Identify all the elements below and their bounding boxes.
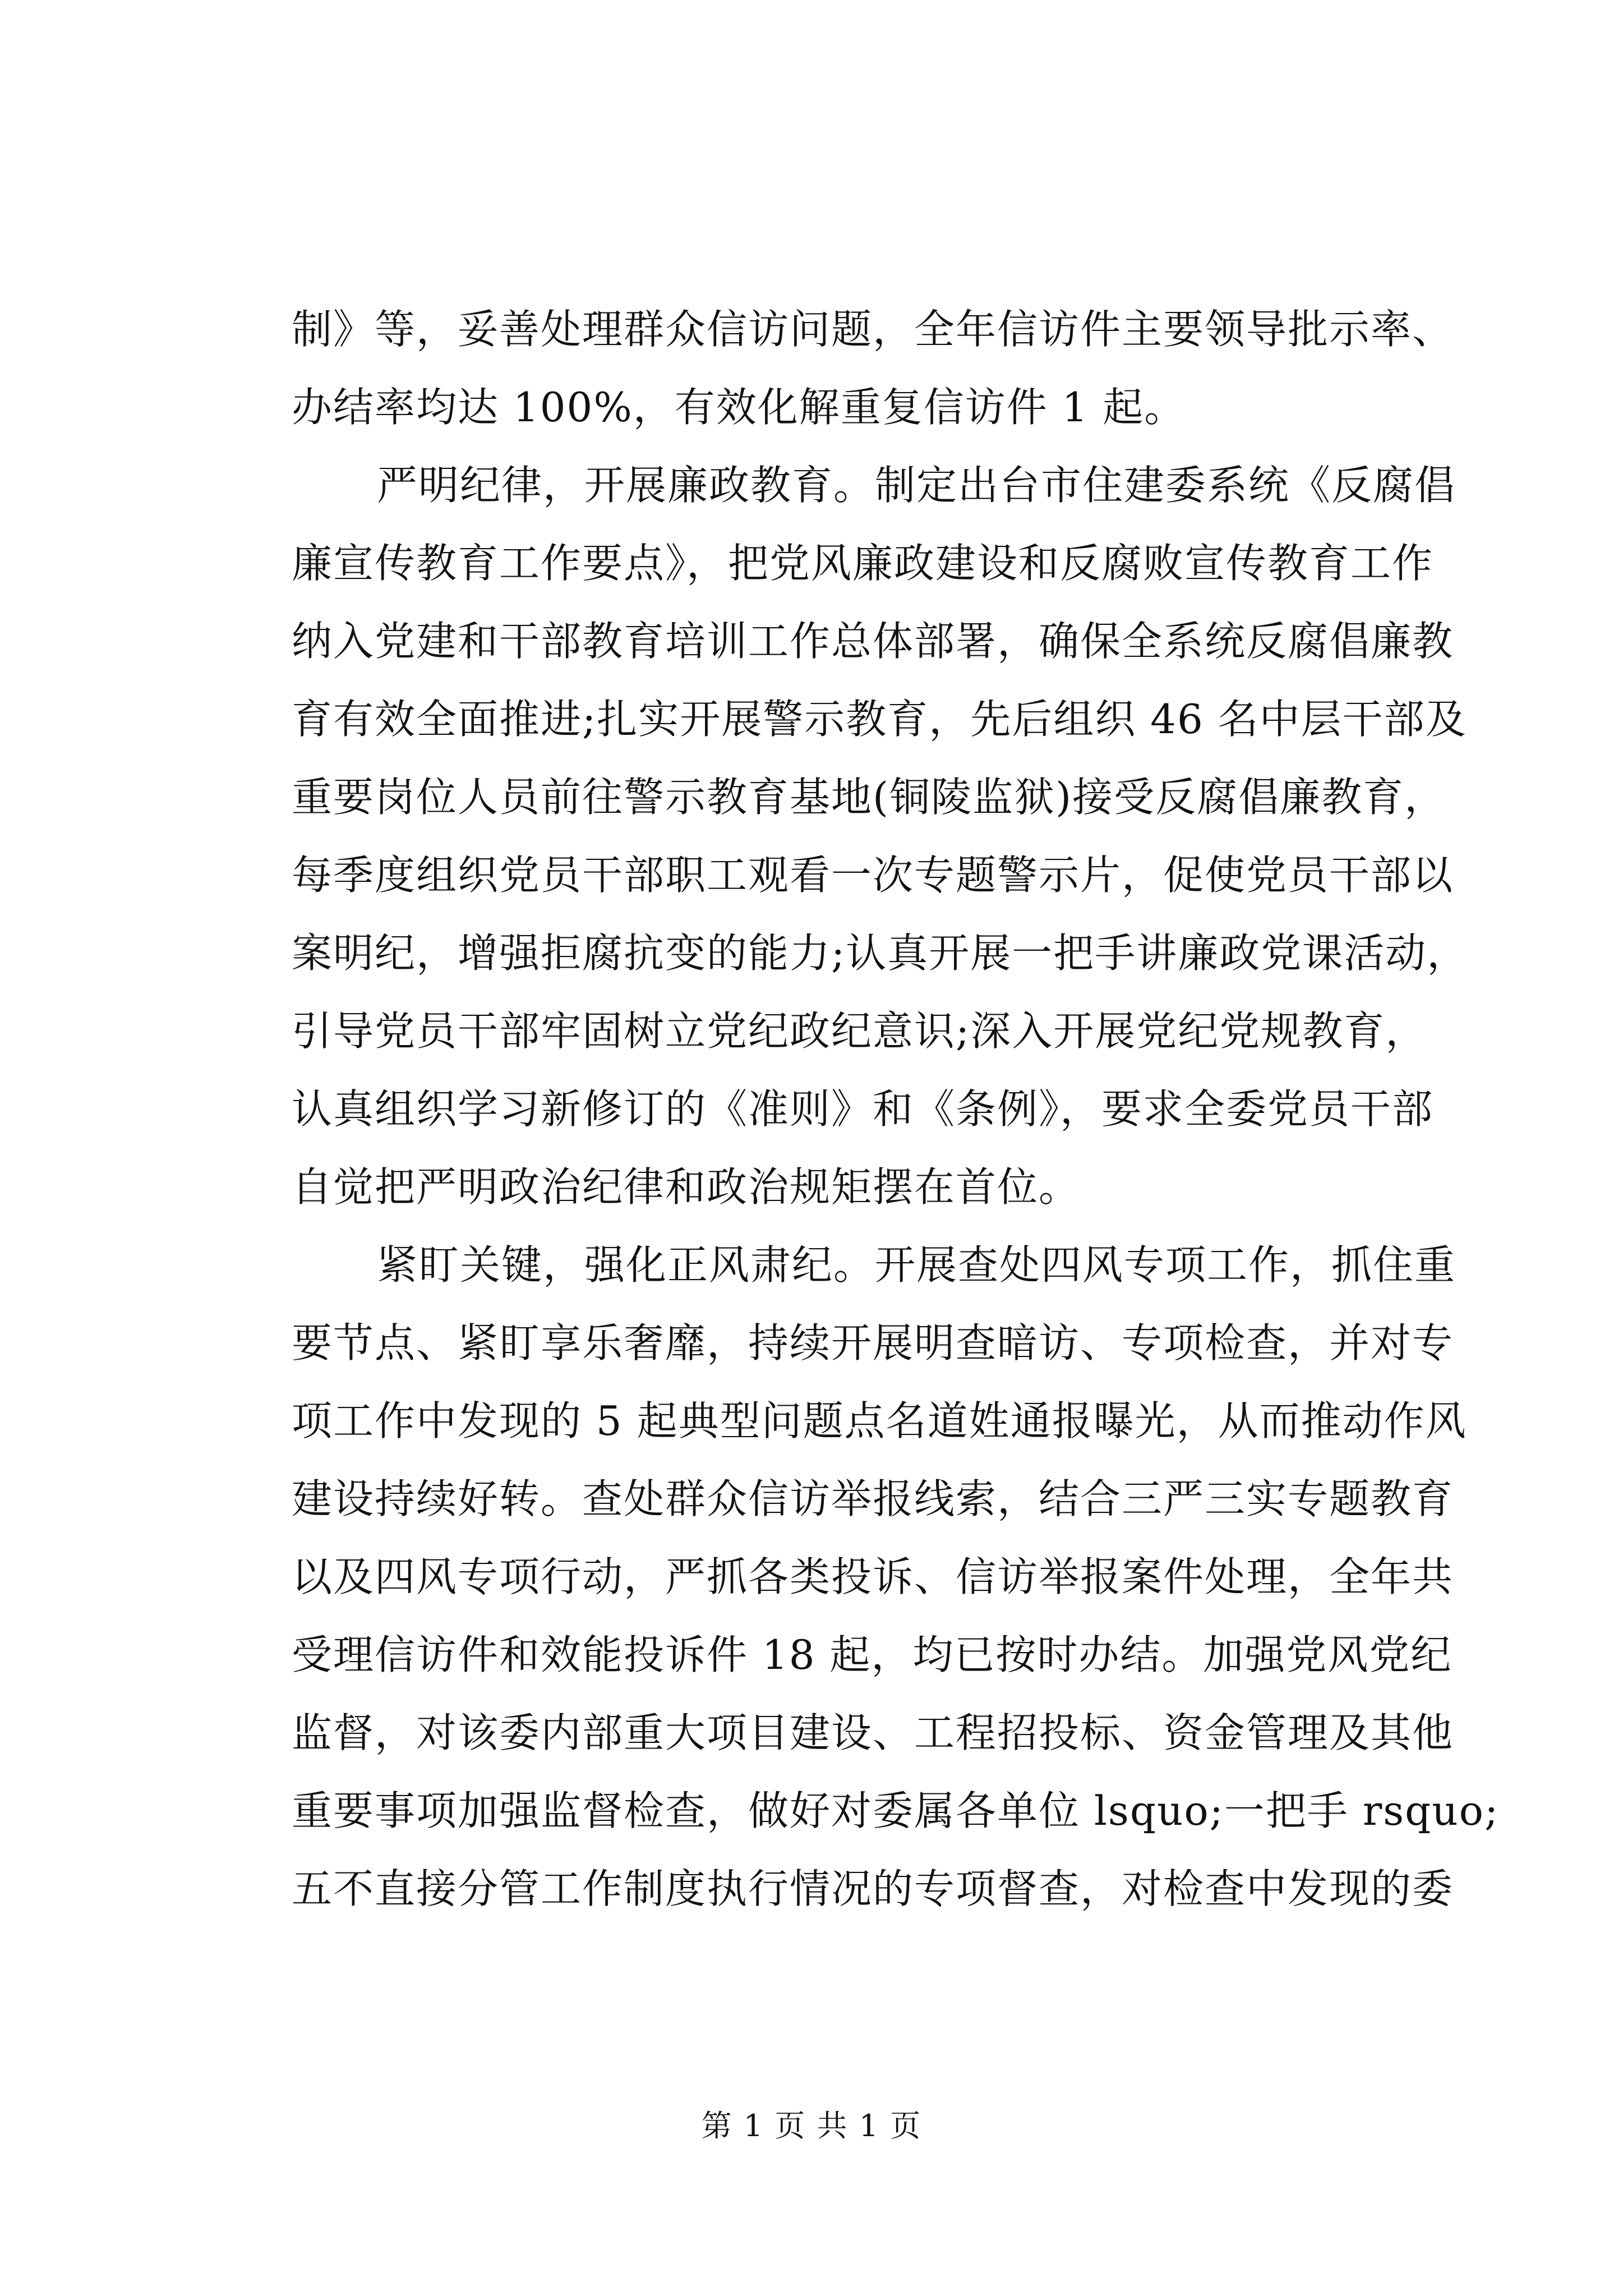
text-line: 要节点、紧盯享乐奢靡，持续开展明查暗访、专项检查，并对专 — [292, 1319, 1454, 1366]
text-line: 五不直接分管工作制度执行情况的专项督查，对检查中发现的委 — [292, 1865, 1454, 1912]
text-line: 监督，对该委内部重大项目建设、工程招投标、资金管理及其他 — [292, 1709, 1454, 1756]
text-line: 每季度组织党员干部职工观看一次专题警示片，促使党员干部以 — [292, 852, 1454, 899]
text-line: 建设持续好转。查处群众信访举报线索，结合三严三实专题教育 — [292, 1475, 1454, 1522]
text-line: 案明纪，增强拒腐抗变的能力;认真开展一把手讲廉政党课活动， — [292, 930, 1469, 977]
text-line: 制》等，妥善处理群众信访问题，全年信访件主要领导批示率、 — [292, 306, 1454, 353]
text-line: 廉宣传教育工作要点》，把党风廉政建设和反腐败宣传教育工作 — [292, 540, 1434, 587]
page-footer: 第 1 页 共 1 页 — [701, 2108, 922, 2143]
text-line: 重要事项加强监督检查，做好对委属各单位 lsquo;一把手 rsquo; — [292, 1787, 1500, 1834]
text-line: 自觉把严明政治纪律和政治规矩摆在首位。 — [292, 1163, 1081, 1211]
text-line: 认真组织学习新修订的《准则》和《条例》，要求全委党员干部 — [292, 1085, 1434, 1133]
document-body — [292, 291, 1500, 1928]
paragraph-start-line: 紧盯关键，强化正风肃纪。开展查处四风专项工作，抓住重 — [377, 1241, 1456, 1289]
paragraph-start-line: 严明纪律，开展廉政教育。制定出台市住建委系统《反腐倡 — [377, 462, 1456, 509]
text-line: 纳入党建和干部教育培训工作总体部署，确保全系统反腐倡廉教 — [292, 618, 1454, 665]
text-line: 重要岗位人员前往警示教育基地(铜陵监狱)接受反腐倡廉教育， — [292, 774, 1446, 821]
text-line: 受理信访件和效能投诉件 18 起，均已按时办结。加强党风党纪 — [292, 1631, 1453, 1678]
text-line: 项工作中发现的 5 起典型问题点名道姓通报曝光，从而推动作风 — [292, 1397, 1467, 1444]
text-line: 引导党员干部牢固树立党纪政纪意识;深入开展党纪党规教育， — [292, 1007, 1427, 1055]
text-line: 办结率均达 100%，有效化解重复信访件 1 起。 — [292, 384, 1186, 431]
text-line: 以及四风专项行动，严抓各类投诉、信访举报案件处理，全年共 — [292, 1553, 1454, 1600]
text-line: 育有效全面推进;扎实开展警示教育，先后组织 46 名中层干部及 — [292, 696, 1467, 743]
